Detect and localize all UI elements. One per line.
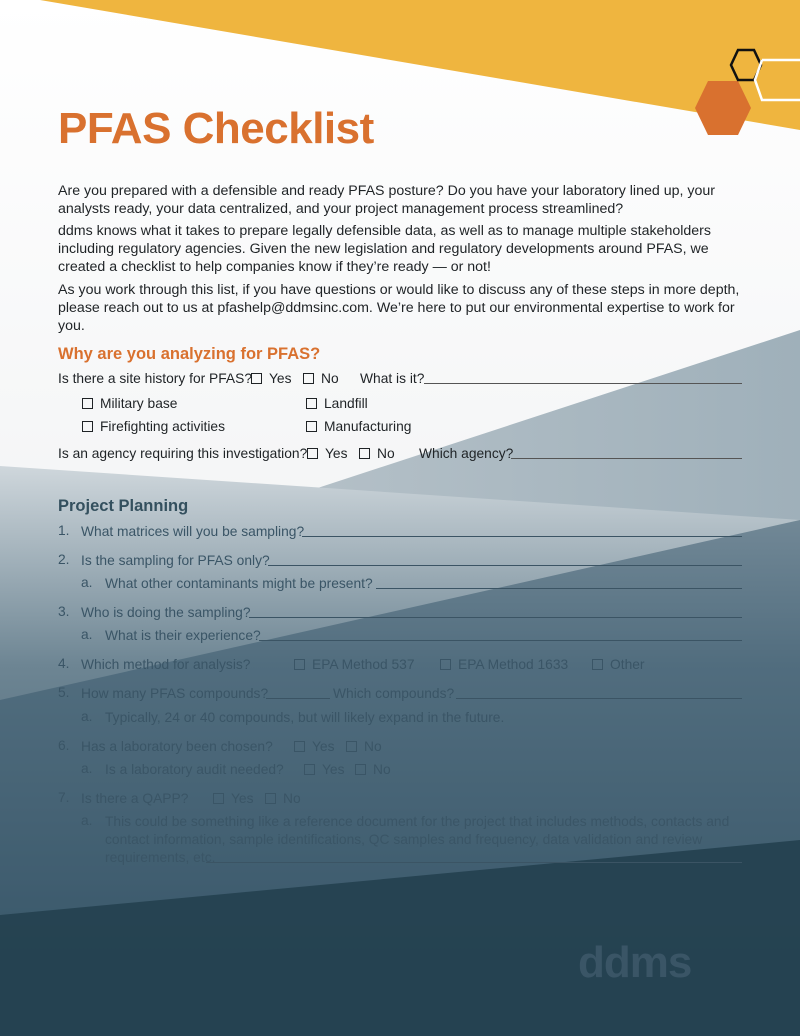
item-letter-7a: a. <box>81 813 93 828</box>
laboratory-no-checkbox[interactable]: No <box>346 738 382 756</box>
site-history-question: Is there a site history for PFAS? <box>58 371 253 386</box>
audit-question: Is a laboratory audit needed? <box>105 762 284 777</box>
who-sampling-question: Who is doing the sampling? <box>81 605 251 620</box>
item-letter-6a: a. <box>81 761 93 776</box>
which-compounds-field[interactable] <box>456 698 742 699</box>
ddms-logo: ddms <box>578 938 692 987</box>
intro-paragraph-1: Are you prepared with a defensible and ready PFAS posture? Do you have your laboratory lined up, your analysts ready, your data centralized, and your project management process streamlined? <box>58 183 715 217</box>
item-number-6: 6. <box>58 738 70 753</box>
pfas-only-field[interactable] <box>268 565 742 566</box>
audit-yes-checkbox[interactable]: Yes <box>304 761 345 779</box>
compounds-note: Typically, 24 or 40 compounds, but will likely expand in the future. <box>105 710 505 725</box>
project-planning-heading: Project Planning <box>58 497 189 515</box>
what-is-it-field[interactable] <box>424 383 742 384</box>
qapp-question: Is there a QAPP? <box>81 791 189 806</box>
item-number-1: 1. <box>58 523 70 538</box>
agency-no-checkbox[interactable]: No <box>359 445 395 463</box>
how-many-compounds-field[interactable] <box>266 698 330 699</box>
audit-no-checkbox[interactable]: No <box>355 761 391 779</box>
intro-paragraph-2: ddms knows what it takes to prepare legally defensible data, as well as to manage multiple stakeholders including regulatory agencies. Given the new legislation and regulatory developments around PFAS, we created a checklist to help companies know if they’re ready — or not! <box>58 223 711 275</box>
item-letter-5a: a. <box>81 709 93 724</box>
experience-field[interactable] <box>259 640 742 641</box>
which-agency-label: Which agency? <box>419 446 514 461</box>
firefighting-checkbox[interactable]: Firefighting activities <box>82 418 225 436</box>
agency-question: Is an agency requiring this investigation? <box>58 446 308 461</box>
other-method-checkbox[interactable]: Other <box>592 656 645 674</box>
manufacturing-checkbox[interactable]: Manufacturing <box>306 418 411 436</box>
item-number-3: 3. <box>58 604 70 619</box>
laboratory-yes-checkbox[interactable]: Yes <box>294 738 335 756</box>
how-many-compounds-question: How many PFAS compounds? <box>81 686 269 701</box>
laboratory-question: Has a laboratory been chosen? <box>81 739 273 754</box>
item-number-5: 5. <box>58 685 70 700</box>
epa-537-checkbox[interactable]: EPA Method 537 <box>294 656 415 674</box>
epa-1633-checkbox[interactable]: EPA Method 1633 <box>440 656 568 674</box>
other-contaminants-question: What other contaminants might be present? <box>105 576 373 591</box>
page-title: PFAS Checklist <box>58 104 374 153</box>
qapp-note-field[interactable] <box>206 862 742 863</box>
matrices-question: What matrices will you be sampling? <box>81 524 305 539</box>
method-question: Which method for analysis? <box>81 657 251 672</box>
which-compounds-label: Which compounds? <box>333 686 455 701</box>
why-heading: Why are you analyzing for PFAS? <box>58 345 321 363</box>
who-sampling-field[interactable] <box>249 617 742 618</box>
item-number-4: 4. <box>58 656 70 671</box>
qapp-yes-checkbox[interactable]: Yes <box>213 790 254 808</box>
item-number-2: 2. <box>58 552 70 567</box>
item-letter-2a: a. <box>81 575 93 590</box>
qapp-note-line-1: This could be something like a reference document for the project that includes methods, contacts and <box>105 814 730 829</box>
pfas-only-question: Is the sampling for PFAS only? <box>81 553 270 568</box>
experience-question: What is their experience? <box>105 628 261 643</box>
item-letter-3a: a. <box>81 627 93 642</box>
site-history-no-checkbox[interactable]: No <box>303 370 339 388</box>
site-history-yes-checkbox[interactable]: Yes <box>251 370 292 388</box>
matrices-field[interactable] <box>302 536 742 537</box>
other-contaminants-field[interactable] <box>376 588 742 589</box>
item-number-7: 7. <box>58 790 70 805</box>
agency-yes-checkbox[interactable]: Yes <box>307 445 348 463</box>
military-base-checkbox[interactable]: Military base <box>82 395 177 413</box>
qapp-no-checkbox[interactable]: No <box>265 790 301 808</box>
which-agency-field[interactable] <box>511 458 742 459</box>
qapp-note-line-3: requirements, etc. <box>105 850 216 865</box>
qapp-note-line-2: contact information, sample identifications, QC samples and frequency, data validation and review <box>105 832 703 847</box>
landfill-checkbox[interactable]: Landfill <box>306 395 368 413</box>
what-is-it-label: What is it? <box>360 371 425 386</box>
intro-paragraph-3: As you work through this list, if you have questions or would like to discuss any of these steps in more depth, please reach out to us at pfashelp@ddmsinc.com. We’re here to put our environmental expertise to work for you. <box>58 282 740 334</box>
